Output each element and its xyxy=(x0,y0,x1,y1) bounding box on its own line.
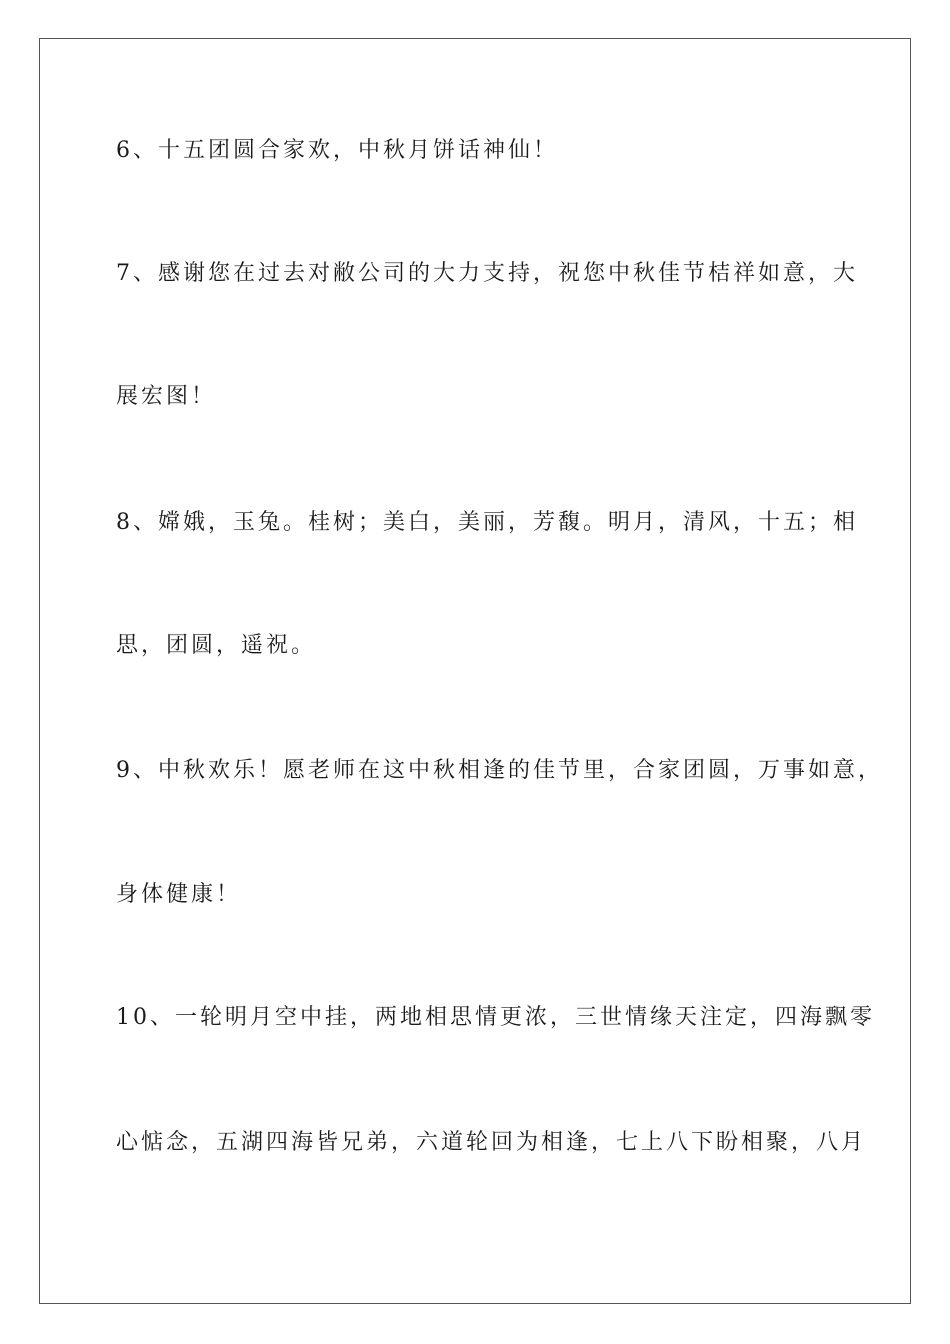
text-line-greeting-8: 8、嫦娥，玉兔。桂树；美白，美丽，芳馥。明月，清风，十五；相 xyxy=(116,510,858,535)
page-frame xyxy=(39,38,911,1304)
text-line-greeting-8-cont: 思，团圆，遥祝。 xyxy=(116,633,317,658)
text-line-greeting-10: 10、一轮明月空中挂，两地相思情更浓，三世情缘天注定，四海飘零 xyxy=(116,1005,875,1030)
text-line-greeting-9: 9、中秋欢乐！愿老师在这中秋相逢的佳节里，合家团圆，万事如意， xyxy=(116,758,883,783)
text-line-greeting-9-cont: 身体健康！ xyxy=(116,882,242,907)
text-line-greeting-6: 6、十五团圆合家欢，中秋月饼话神仙！ xyxy=(116,138,558,163)
text-line-greeting-7: 7、感谢您在过去对敝公司的大力支持，祝您中秋佳节桔祥如意，大 xyxy=(116,261,858,286)
text-line-greeting-10-cont: 心惦念，五湖四海皆兄弟，六道轮回为相逢，七上八下盼相聚，八月 xyxy=(116,1130,867,1155)
text-line-greeting-7-cont: 展宏图！ xyxy=(116,384,217,409)
